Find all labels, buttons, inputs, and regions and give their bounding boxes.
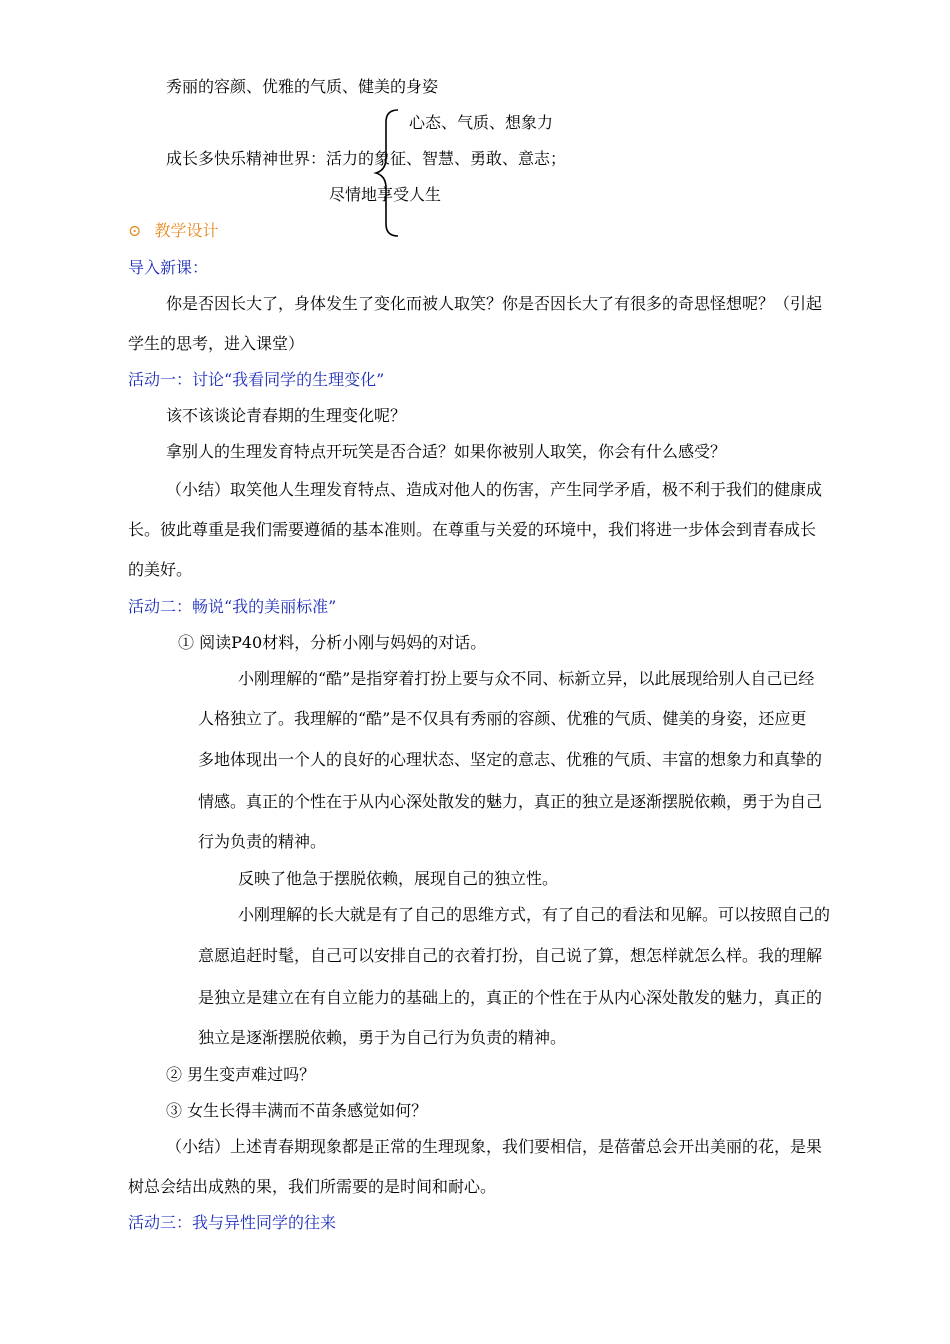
activity1-summary-line: 的美好。 [128,560,193,579]
section-title: 教学设计 [154,221,219,240]
lead-in-line-2: 学生的思考，进入课堂） [128,334,305,353]
activity2-paragraph-line: 独立是逐渐摆脱依赖，勇于为自己行为负责的精神。 [198,1028,567,1047]
lead-in-line-1: 你是否因长大了，身体发生了变化而被人取笑？你是否因长大了有很多的奇思怪想呢？（引起 [166,294,823,313]
activity2-paragraph-line: 小刚理解的“酷”是指穿着打扮上要与众不同、标新立异，以此展现给别人自己已经 [238,669,815,688]
lead-in-heading: 导入新课： [128,258,209,277]
activity1-summary-line: 长。彼此尊重是我们需要遵循的基本准则。在尊重与关爱的环境中，我们将进一步体会到青春成长 [128,520,817,539]
curly-brace-icon [372,108,402,238]
activity2-paragraph-2: 反映了他急于摆脱依赖，展现自己的独立性。 [238,869,559,888]
activity2-item-1: ① 阅读P40材料，分析小刚与妈妈的对话。 [178,633,487,652]
activity2-heading: 活动二：畅说“我的美丽标准” [128,597,337,616]
activity2-item-2: ② 男生变声难过吗？ [166,1065,316,1084]
activity1-question-1: 该不该谈论青春期的生理变化呢？ [166,406,407,425]
activity2-summary-line: （小结）上述青春期现象都是正常的生理现象，我们要相信，是蓓蕾总会开出美丽的花，是果 [166,1137,823,1156]
activity1-summary-line: （小结）取笑他人生理发育特点、造成对他人的伤害，产生同学矛盾，极不利于我们的健康成 [166,480,823,499]
brace-item-middle: 成长多快乐精神世界：活力的象征、智慧、勇敢、意志； [166,149,567,168]
activity2-paragraph-line: 是独立是建立在有自立能力的基础上的，真正的个性在于从内心深处散发的魅力，真正的 [198,988,823,1007]
activity2-summary-line: 树总会结出成熟的果，我们所需要的是时间和耐心。 [128,1177,497,1196]
activity1-question-2: 拿别人的生理发育特点开玩笑是否合适？如果你被别人取笑，你会有什么感受？ [166,442,727,461]
activity3-heading: 活动三：我与异性同学的往来 [128,1213,337,1232]
intro-line: 秀丽的容颜、优雅的气质、健美的身姿 [166,77,439,96]
activity2-paragraph-line: 多地体现出一个人的良好的心理状态、坚定的意志、优雅的气质、丰富的想象力和真挚的 [198,750,823,769]
activity2-paragraph-line: 小刚理解的长大就是有了自己的思维方式，有了自己的看法和见解。可以按照自己的 [238,905,831,924]
circle-dot-icon: ⊙ [128,221,142,240]
activity2-paragraph-line: 人格独立了。我理解的“酷”是不仅具有秀丽的容颜、优雅的气质、健美的身姿，还应更 [198,709,807,728]
brace-item-bottom: 尽情地享受人生 [329,185,442,204]
activity2-paragraph-line: 意愿追赶时髦，自己可以安排自己的衣着打扮，自己说了算，想怎样就怎么样。我的理解 [198,946,823,965]
activity2-item-3: ③ 女生长得丰满而不苗条感觉如何？ [166,1101,428,1120]
activity2-paragraph-line: 情感。真正的个性在于从内心深处散发的魅力，真正的独立是逐渐摆脱依赖，勇于为自己 [198,792,823,811]
brace-item-top: 心态、气质、想象力 [409,113,554,132]
section-heading [128,220,219,242]
activity2-paragraph-line: 行为负责的精神。 [198,832,327,851]
activity1-heading: 活动一：讨论“我看同学的生理变化” [128,370,385,389]
